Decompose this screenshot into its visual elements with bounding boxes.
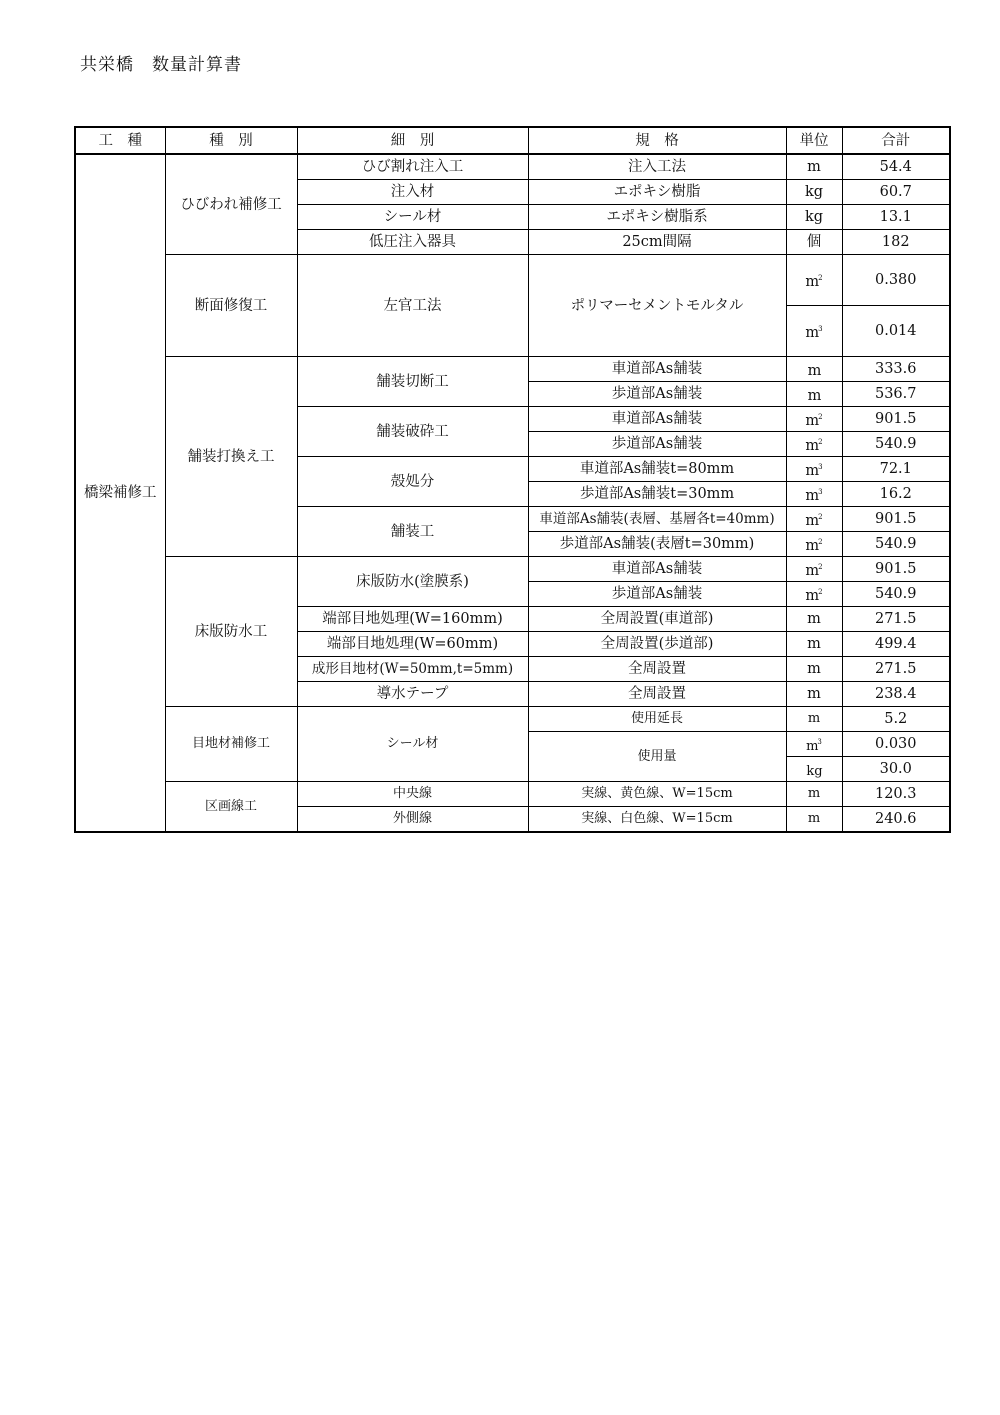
detail-cell: 外側線 [297, 807, 528, 833]
total-cell: 182 [842, 230, 950, 255]
work-type-cell: 橋梁補修工 [75, 154, 165, 832]
total-cell: 0.014 [842, 306, 950, 357]
unit-cell: m [786, 154, 842, 180]
unit-cell: 個 [786, 230, 842, 255]
unit-cell: kg [786, 205, 842, 230]
spec-cell: 全周設置 [528, 682, 786, 707]
spec-cell: 車道部As舗装 [528, 357, 786, 382]
unit-cell: m [786, 782, 842, 807]
total-cell: 60.7 [842, 180, 950, 205]
quantity-table [74, 126, 951, 833]
total-cell: 333.6 [842, 357, 950, 382]
unit-cell: $m^2$ [786, 582, 842, 607]
spec-cell: 車道部As舗装 [528, 557, 786, 582]
total-cell: 540.9 [842, 532, 950, 557]
category-waterproof: 床版防水工 [165, 557, 297, 707]
spec-cell: 注入工法 [528, 154, 786, 180]
total-cell: 271.5 [842, 607, 950, 632]
detail-cell: 端部目地処理(W=60mm) [297, 632, 528, 657]
header-total: 合計 [842, 127, 950, 154]
table-row [75, 557, 950, 582]
table-row [75, 154, 950, 180]
table-row [75, 782, 950, 807]
total-cell: 238.4 [842, 682, 950, 707]
header-work-type: 工 種 [75, 127, 165, 154]
total-cell: 120.3 [842, 782, 950, 807]
category-paving: 舗装打換え工 [165, 357, 297, 557]
spec-cell: ポリマーセメントモルタル [528, 255, 786, 357]
table-row [75, 357, 950, 382]
detail-cell: 成形目地材(W=50mm,t=5mm) [297, 657, 528, 682]
unit-cell: $m^2$ [786, 407, 842, 432]
total-cell: 0.030 [842, 732, 950, 757]
total-cell: 901.5 [842, 407, 950, 432]
unit-cell: $m^2$ [786, 557, 842, 582]
unit-cell: m [786, 607, 842, 632]
detail-cell: シール材 [297, 205, 528, 230]
spec-cell: 歩道部As舗装(表層t=30mm) [528, 532, 786, 557]
detail-cell: 注入材 [297, 180, 528, 205]
unit-cell: m [786, 657, 842, 682]
spec-cell: 全周設置 [528, 657, 786, 682]
detail-cell: 舗装切断工 [297, 357, 528, 407]
detail-cell: ひび割れ注入工 [297, 154, 528, 180]
unit-cell: kg [786, 180, 842, 205]
unit-cell: m [786, 357, 842, 382]
spec-cell: 実線、黄色線、W=15cm [528, 782, 786, 807]
detail-cell: 低圧注入器具 [297, 230, 528, 255]
unit-cell: kg [786, 757, 842, 782]
unit-cell: m [786, 382, 842, 407]
unit-cell: $m^2$ [786, 432, 842, 457]
total-cell: 54.4 [842, 154, 950, 180]
header-spec: 規 格 [528, 127, 786, 154]
unit-cell: m [786, 707, 842, 732]
header-category: 種 別 [165, 127, 297, 154]
category-section: 断面修復工 [165, 255, 297, 357]
table-row [75, 255, 950, 306]
total-cell: 72.1 [842, 457, 950, 482]
detail-cell: 舗装破砕工 [297, 407, 528, 457]
detail-cell: 導水テープ [297, 682, 528, 707]
spec-cell: 歩道部As舗装 [528, 582, 786, 607]
spec-cell: 全周設置(車道部) [528, 607, 786, 632]
spec-cell: 使用延長 [528, 707, 786, 732]
unit-cell: $m^3$ [786, 732, 842, 757]
unit-cell: m [786, 807, 842, 833]
total-cell: 499.4 [842, 632, 950, 657]
total-cell: 540.9 [842, 582, 950, 607]
detail-cell: 舗装工 [297, 507, 528, 557]
detail-cell: 床版防水(塗膜系) [297, 557, 528, 607]
spec-cell: エポキシ樹脂 [528, 180, 786, 205]
total-cell: 540.9 [842, 432, 950, 457]
total-cell: 0.380 [842, 255, 950, 306]
total-cell: 271.5 [842, 657, 950, 682]
spec-cell: 歩道部As舗装t=30mm [528, 482, 786, 507]
total-cell: 5.2 [842, 707, 950, 732]
document-title: 共栄橋 数量計算書 [80, 55, 242, 75]
detail-cell: 左官工法 [297, 255, 528, 357]
header-row [75, 127, 950, 154]
header-detail: 細 別 [297, 127, 528, 154]
table-row [75, 707, 950, 732]
unit-cell: $m^2$ [786, 507, 842, 532]
unit-cell: $m^3$ [786, 306, 842, 357]
total-cell: 30.0 [842, 757, 950, 782]
spec-cell: 実線、白色線、W=15cm [528, 807, 786, 833]
spec-cell: 車道部As舗装 [528, 407, 786, 432]
total-cell: 16.2 [842, 482, 950, 507]
detail-cell: 中央線 [297, 782, 528, 807]
total-cell: 901.5 [842, 557, 950, 582]
spec-cell: 全周設置(歩道部) [528, 632, 786, 657]
total-cell: 240.6 [842, 807, 950, 833]
category-joint: 目地材補修工 [165, 707, 297, 782]
spec-cell: 使用量 [528, 732, 786, 782]
spec-cell: 25cm間隔 [528, 230, 786, 255]
spec-cell: 歩道部As舗装 [528, 382, 786, 407]
unit-cell: m [786, 682, 842, 707]
category-marking: 区画線工 [165, 782, 297, 833]
spec-cell: 歩道部As舗装 [528, 432, 786, 457]
detail-cell: 端部目地処理(W=160mm) [297, 607, 528, 632]
total-cell: 13.1 [842, 205, 950, 230]
unit-cell: $m^2$ [786, 255, 842, 306]
category-crack: ひびわれ補修工 [165, 154, 297, 255]
total-cell: 536.7 [842, 382, 950, 407]
detail-cell: 殻処分 [297, 457, 528, 507]
unit-cell: $m^2$ [786, 532, 842, 557]
detail-cell: シール材 [297, 707, 528, 782]
spec-cell: エポキシ樹脂系 [528, 205, 786, 230]
total-cell: 901.5 [842, 507, 950, 532]
spec-cell: 車道部As舗装(表層、基層各t=40mm) [528, 507, 786, 532]
unit-cell: $m^3$ [786, 457, 842, 482]
header-unit: 単位 [786, 127, 842, 154]
spec-cell: 車道部As舗装t=80mm [528, 457, 786, 482]
unit-cell: $m^3$ [786, 482, 842, 507]
unit-cell: m [786, 632, 842, 657]
